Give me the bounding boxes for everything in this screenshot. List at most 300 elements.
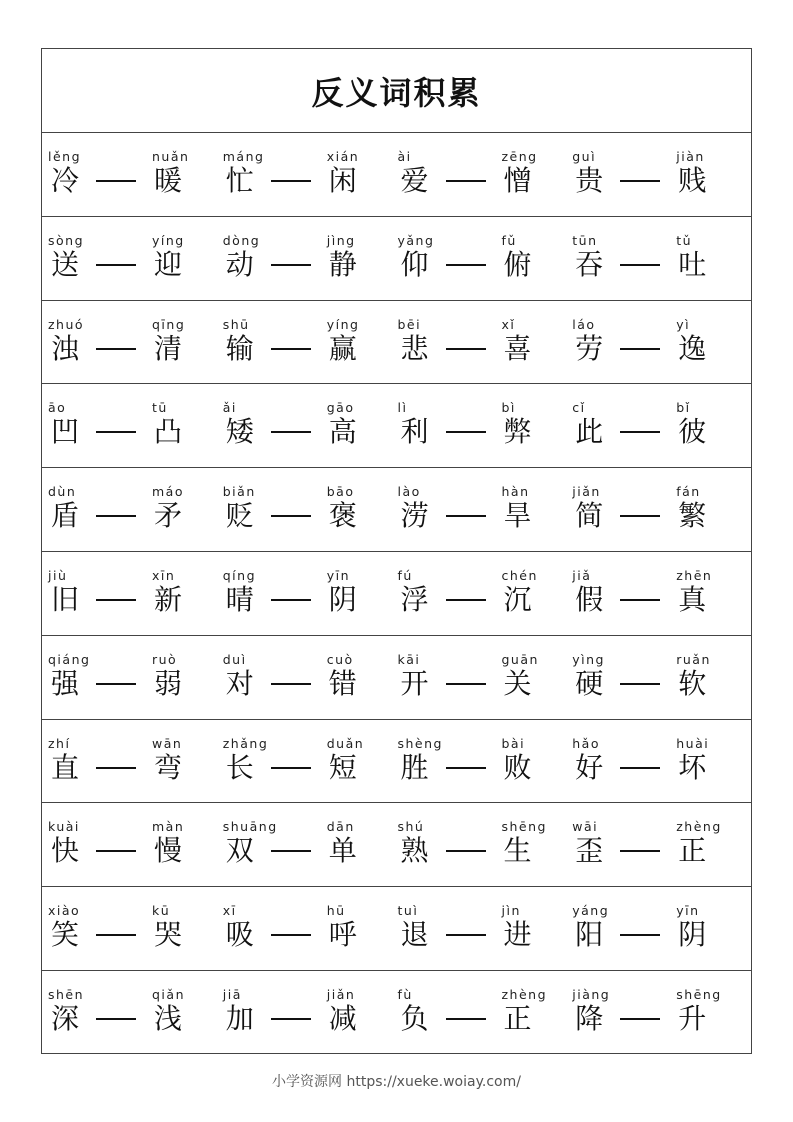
pair-characters — [48, 414, 185, 450]
pair-characters — [398, 163, 535, 199]
dash-separator — [446, 431, 486, 433]
pinyin-first: kāi — [397, 651, 421, 667]
pinyin-first: láo — [572, 316, 596, 332]
antonym-pair — [572, 720, 747, 803]
pinyin-first: zhí — [48, 735, 71, 751]
character-second: 凸 — [153, 415, 182, 449]
character-second: 单 — [328, 834, 357, 868]
pinyin-second: zhèng — [501, 986, 548, 1002]
character-second: 赢 — [328, 331, 357, 365]
pinyin-first: zhǎng — [222, 735, 269, 751]
pinyin-first: lào — [397, 484, 421, 500]
dash-separator — [446, 850, 486, 852]
character-first: 旧 — [50, 582, 79, 616]
character-first: 输 — [225, 331, 254, 365]
antonym-pair — [223, 803, 398, 886]
dash-separator — [271, 934, 311, 936]
pinyin-first: bēi — [397, 316, 422, 332]
character-second: 贱 — [678, 164, 707, 197]
pinyin-second: xīn — [152, 567, 176, 583]
pair-characters — [572, 666, 709, 702]
pinyin-first: shū — [222, 316, 250, 332]
dash-separator — [620, 515, 660, 517]
character-first: 此 — [575, 415, 604, 449]
character-first: 涝 — [400, 499, 429, 533]
antonym-pair — [398, 468, 573, 551]
dash-separator — [620, 767, 660, 769]
pinyin-first: jiǎ — [572, 567, 592, 583]
dash-separator — [96, 1018, 136, 1020]
pinyin-second: yíng — [152, 232, 185, 248]
character-second: 软 — [678, 666, 707, 700]
table-row — [42, 720, 751, 804]
pair-characters — [223, 917, 360, 953]
pair-characters — [223, 750, 360, 786]
character-first: 仰 — [400, 247, 429, 281]
antonym-pair — [398, 636, 573, 719]
character-second: 矛 — [153, 499, 182, 533]
pair-characters — [48, 163, 185, 199]
dash-separator — [271, 683, 311, 685]
dash-separator — [620, 934, 660, 936]
antonym-pair — [223, 384, 398, 467]
character-second: 高 — [328, 415, 357, 449]
character-first: 爱 — [400, 164, 429, 197]
pinyin-first: yìng — [572, 651, 605, 667]
dash-separator — [96, 683, 136, 685]
pinyin-second: cuò — [326, 651, 354, 667]
antonym-pair — [398, 301, 573, 384]
pinyin-first: shèng — [397, 735, 443, 751]
pair-characters — [398, 498, 535, 534]
antonym-pair — [48, 971, 223, 1055]
pair-characters — [398, 1001, 535, 1037]
pair-characters — [223, 163, 360, 199]
dash-separator — [620, 348, 660, 350]
pinyin-first: zhuó — [48, 316, 85, 332]
character-first: 浮 — [400, 582, 429, 616]
character-first: 浊 — [50, 331, 79, 365]
character-second: 呼 — [328, 918, 357, 952]
character-first: 胜 — [400, 750, 429, 784]
pinyin-second: bài — [501, 735, 526, 751]
pair-characters — [398, 331, 535, 367]
character-second: 减 — [328, 1001, 357, 1035]
dash-separator — [446, 1018, 486, 1020]
pair-characters — [572, 833, 709, 869]
pinyin-second: fǔ — [501, 232, 517, 248]
character-second: 真 — [678, 582, 707, 616]
character-first: 开 — [400, 666, 429, 700]
pair-characters — [572, 750, 709, 786]
pinyin-first: guì — [572, 149, 597, 164]
dash-separator — [271, 264, 311, 266]
character-first: 双 — [225, 834, 254, 868]
pinyin-second: jìn — [501, 903, 521, 919]
pair-characters — [48, 833, 185, 869]
antonym-rows — [42, 133, 751, 1055]
character-second: 清 — [153, 331, 182, 365]
pinyin-first: shú — [397, 819, 425, 835]
character-second: 喜 — [503, 331, 532, 365]
antonym-pair — [48, 468, 223, 551]
pinyin-first: lì — [397, 400, 408, 416]
pinyin-second: guān — [501, 651, 539, 667]
dash-separator — [446, 599, 486, 601]
table-row — [42, 636, 751, 720]
character-first: 贬 — [225, 499, 254, 533]
pair-characters — [223, 331, 360, 367]
pinyin-second: huài — [676, 735, 710, 751]
character-second: 正 — [503, 1001, 532, 1035]
pinyin-first: jiā — [222, 986, 242, 1002]
character-second: 慢 — [153, 834, 182, 868]
antonym-pair — [223, 636, 398, 719]
antonym-pair — [572, 803, 747, 886]
pair-characters — [223, 833, 360, 869]
character-second: 错 — [328, 666, 357, 700]
pinyin-first: duì — [222, 651, 247, 667]
antonym-pair — [223, 720, 398, 803]
dash-separator — [271, 348, 311, 350]
pair-characters — [223, 414, 360, 450]
pinyin-first: cǐ — [572, 400, 586, 416]
character-first: 笑 — [50, 918, 79, 952]
pinyin-second: dān — [326, 819, 355, 835]
character-first: 快 — [50, 834, 79, 868]
character-second: 褒 — [328, 499, 357, 533]
character-first: 贵 — [575, 164, 604, 197]
pinyin-second: yīn — [676, 903, 700, 919]
table-row — [42, 133, 751, 217]
character-second: 暖 — [153, 164, 182, 197]
pair-characters — [48, 917, 185, 953]
dash-separator — [620, 1018, 660, 1020]
antonym-pair — [48, 217, 223, 300]
character-second: 浅 — [153, 1001, 182, 1035]
antonym-pair — [398, 803, 573, 886]
pinyin-first: ǎi — [222, 400, 237, 416]
pinyin-second: shēng — [501, 819, 547, 835]
antonym-pair — [572, 217, 747, 300]
antonym-table — [41, 48, 752, 1054]
dash-separator — [271, 180, 311, 182]
pair-characters — [48, 247, 185, 283]
character-second: 新 — [153, 582, 182, 616]
pair-characters — [398, 917, 535, 953]
pinyin-first: shēn — [48, 986, 85, 1002]
antonym-pair — [223, 468, 398, 551]
dash-separator — [96, 348, 136, 350]
character-first: 假 — [575, 582, 604, 616]
character-second: 弱 — [153, 666, 182, 700]
pair-characters — [572, 1001, 709, 1037]
pair-characters — [223, 666, 360, 702]
character-second: 阴 — [678, 918, 707, 952]
pinyin-second: nuǎn — [152, 149, 190, 164]
pinyin-first: yáng — [572, 903, 610, 919]
pinyin-second: yīn — [326, 567, 351, 583]
dash-separator — [96, 934, 136, 936]
antonym-pair — [398, 384, 573, 467]
pinyin-second: bāo — [326, 484, 355, 500]
pair-characters — [572, 247, 709, 283]
pair-characters — [398, 750, 535, 786]
pinyin-first: xī — [222, 903, 237, 919]
dash-separator — [96, 180, 136, 182]
dash-separator — [446, 348, 486, 350]
dash-separator — [96, 599, 136, 601]
pinyin-first: dùn — [48, 484, 77, 500]
character-second: 正 — [678, 834, 707, 868]
pair-characters — [572, 414, 709, 450]
pinyin-second: gāo — [326, 400, 355, 416]
character-first: 吸 — [225, 918, 254, 952]
pinyin-second: kū — [152, 903, 171, 919]
character-first: 矮 — [225, 415, 254, 449]
dash-separator — [620, 180, 660, 182]
antonym-pair — [398, 552, 573, 635]
pinyin-second: ruǎn — [676, 651, 711, 667]
pinyin-second: bǐ — [676, 400, 691, 416]
pair-characters — [398, 247, 535, 283]
antonym-pair — [48, 552, 223, 635]
dash-separator — [96, 431, 136, 433]
dash-separator — [271, 767, 311, 769]
antonym-pair — [398, 217, 573, 300]
character-second: 弯 — [153, 750, 182, 784]
character-second: 升 — [678, 1001, 707, 1035]
antonym-pair — [572, 301, 747, 384]
dash-separator — [446, 767, 486, 769]
character-first: 熟 — [400, 834, 429, 868]
pair-characters — [398, 582, 535, 618]
footer-watermark: 小学资源网 https://xueke.woiay.com/ — [272, 1074, 521, 1090]
pinyin-second: qiǎn — [152, 986, 185, 1002]
character-second: 哭 — [153, 918, 182, 952]
pinyin-first: jiǎn — [572, 484, 601, 500]
pinyin-second: ruò — [152, 651, 178, 667]
table-row — [42, 384, 751, 468]
pinyin-first: biǎn — [222, 484, 256, 500]
pinyin-second: jiǎn — [326, 986, 356, 1002]
pair-characters — [48, 498, 185, 534]
pinyin-second: hū — [326, 903, 346, 919]
pinyin-first: kuài — [48, 819, 80, 835]
character-second: 进 — [503, 918, 532, 952]
page-title: 反义词积累 — [311, 73, 482, 112]
pinyin-first: wāi — [572, 819, 599, 835]
character-first: 加 — [225, 1001, 254, 1035]
character-second: 生 — [503, 834, 532, 868]
character-first: 忙 — [225, 164, 254, 197]
dash-separator — [96, 850, 136, 852]
character-first: 阳 — [575, 918, 604, 952]
dash-separator — [271, 599, 311, 601]
antonym-pair — [48, 720, 223, 803]
pinyin-second: zēng — [501, 149, 538, 164]
dash-separator — [96, 767, 136, 769]
character-second: 迎 — [153, 247, 182, 281]
dash-separator — [620, 264, 660, 266]
character-second: 弊 — [503, 415, 532, 449]
character-first: 吞 — [575, 247, 604, 281]
character-first: 退 — [400, 918, 429, 952]
pinyin-first: jiàng — [572, 986, 611, 1002]
dash-separator — [446, 515, 486, 517]
character-second: 繁 — [678, 499, 707, 533]
pinyin-second: tǔ — [676, 232, 693, 248]
pinyin-first: shuāng — [222, 819, 278, 835]
pinyin-second: qīng — [152, 316, 186, 332]
antonym-pair — [48, 384, 223, 467]
dash-separator — [96, 264, 136, 266]
title-row — [42, 49, 751, 133]
pinyin-first: lěng — [48, 149, 82, 164]
table-row — [42, 971, 751, 1055]
pinyin-first: xiào — [48, 903, 81, 919]
pinyin-first: qiáng — [48, 651, 91, 667]
pinyin-first: sòng — [48, 232, 85, 248]
character-first: 晴 — [225, 582, 254, 616]
pinyin-second: shēng — [676, 986, 722, 1002]
pair-characters — [223, 498, 360, 534]
pinyin-first: jiù — [48, 567, 68, 583]
character-second: 关 — [503, 666, 532, 700]
antonym-pair — [572, 552, 747, 635]
pinyin-first: tūn — [572, 232, 598, 248]
pinyin-second: wān — [152, 735, 183, 751]
pinyin-first: qíng — [222, 567, 257, 583]
character-second: 旱 — [503, 499, 532, 533]
pair-characters — [398, 414, 535, 450]
character-first: 冷 — [50, 164, 79, 197]
pinyin-first: fú — [397, 567, 413, 583]
character-second: 沉 — [503, 582, 532, 616]
pinyin-second: jiàn — [676, 149, 705, 164]
pair-characters — [398, 833, 535, 869]
character-first: 对 — [225, 666, 254, 700]
pinyin-first: máng — [222, 149, 265, 164]
character-first: 动 — [225, 247, 254, 281]
antonym-pair — [223, 217, 398, 300]
character-first: 直 — [50, 750, 79, 784]
pinyin-second: yì — [676, 316, 691, 332]
character-first: 硬 — [575, 666, 604, 700]
pair-characters — [223, 247, 360, 283]
character-second: 吐 — [678, 247, 707, 281]
table-row — [42, 217, 751, 301]
dash-separator — [620, 431, 660, 433]
pinyin-second: xián — [326, 149, 360, 164]
character-first: 歪 — [575, 834, 604, 868]
character-first: 降 — [575, 1001, 604, 1035]
dash-separator — [446, 264, 486, 266]
dash-separator — [446, 683, 486, 685]
dash-separator — [271, 850, 311, 852]
pinyin-first: fù — [397, 986, 413, 1002]
pair-characters — [223, 1001, 360, 1037]
antonym-pair — [48, 133, 223, 216]
pinyin-second: bì — [501, 400, 516, 416]
pinyin-first: tuì — [397, 903, 419, 919]
antonym-pair — [572, 636, 747, 719]
character-second: 憎 — [503, 164, 532, 197]
pair-characters — [398, 666, 535, 702]
pinyin-first: āo — [48, 400, 67, 416]
character-first: 长 — [225, 750, 254, 784]
table-row — [42, 552, 751, 636]
character-first: 好 — [575, 750, 604, 784]
character-second: 逸 — [678, 331, 707, 365]
dash-separator — [96, 515, 136, 517]
character-second: 短 — [328, 750, 357, 784]
dash-separator — [271, 515, 311, 517]
antonym-pair — [223, 301, 398, 384]
character-first: 强 — [50, 666, 79, 700]
pair-characters — [572, 917, 709, 953]
pair-characters — [48, 750, 185, 786]
pair-characters — [48, 331, 185, 367]
character-first: 负 — [400, 1001, 429, 1035]
character-first: 深 — [50, 1001, 79, 1035]
character-second: 静 — [328, 247, 357, 281]
dash-separator — [620, 599, 660, 601]
table-row — [42, 468, 751, 552]
antonym-pair — [572, 384, 747, 467]
character-second: 俯 — [503, 247, 532, 281]
antonym-pair — [572, 887, 747, 970]
dash-separator — [271, 1018, 311, 1020]
character-first: 凹 — [50, 415, 79, 449]
antonym-pair — [223, 971, 398, 1055]
character-first: 劳 — [575, 331, 604, 365]
dash-separator — [620, 850, 660, 852]
pinyin-first: hǎo — [572, 735, 600, 751]
pinyin-first: dòng — [222, 232, 261, 248]
character-second: 阴 — [328, 582, 357, 616]
pinyin-second: duǎn — [326, 735, 365, 751]
pinyin-second: hàn — [501, 484, 530, 500]
pinyin-first: yǎng — [397, 232, 435, 248]
character-first: 简 — [575, 499, 604, 533]
dash-separator — [620, 683, 660, 685]
dash-separator — [271, 431, 311, 433]
table-row — [42, 803, 751, 887]
antonym-pair — [572, 971, 747, 1055]
antonym-pair — [223, 133, 398, 216]
pair-characters — [572, 163, 709, 199]
table-row — [42, 301, 751, 385]
antonym-pair — [398, 887, 573, 970]
antonym-pair — [48, 636, 223, 719]
pinyin-second: chén — [501, 567, 538, 583]
character-first: 盾 — [50, 499, 79, 533]
antonym-pair — [223, 552, 398, 635]
pair-characters — [223, 582, 360, 618]
character-first: 悲 — [400, 331, 429, 365]
dash-separator — [446, 934, 486, 936]
antonym-pair — [223, 887, 398, 970]
dash-separator — [446, 180, 486, 182]
pinyin-second: màn — [152, 819, 185, 835]
table-row — [42, 887, 751, 971]
pair-characters — [572, 498, 709, 534]
character-second: 败 — [503, 750, 532, 784]
character-second: 闲 — [328, 164, 357, 197]
antonym-pair — [398, 971, 573, 1055]
pinyin-second: máo — [152, 484, 184, 500]
